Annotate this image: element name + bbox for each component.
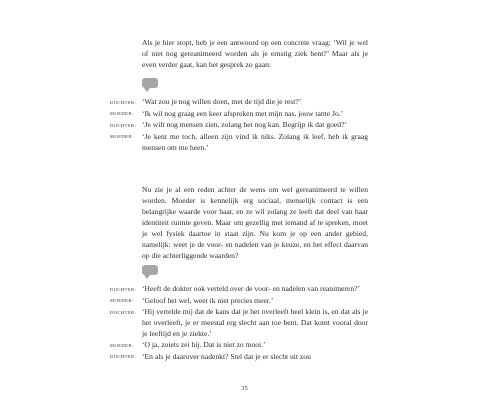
dialogue-line [110, 283, 368, 295]
speaker-label: MOEDER: [110, 298, 134, 303]
dialogue-text: ‘O ja, zoiets zei hij. Dat is niet zo mooi.’ [142, 340, 266, 349]
intro-paragraph: Als je hier stopt, heb je een antwoord op een concrete vraag: ‘Wil je wel of niet nog gereanimeerd worden als je ernstig ziek bent?’ Maar als je even verder gaat, kan het gesprek zo gaan: [142, 38, 368, 69]
dialogue-line [110, 306, 368, 339]
speaker-label: MOEDER: [110, 342, 134, 348]
dialogue-line [110, 351, 368, 363]
dialogue-text: ‘Geloof het wel, weet ik niet precies meer.’ [142, 295, 274, 305]
dialogue-block-2 [110, 283, 368, 362]
page-number: 35 [241, 385, 248, 392]
speech-bubble-icon [142, 78, 158, 88]
speaker-label: MOEDER: [110, 111, 134, 116]
speaker-label: DOCHTER: [110, 99, 137, 105]
dialogue-line [110, 295, 368, 307]
dialogue-line [110, 108, 368, 120]
speaker-label: DOCHTER: [110, 309, 137, 315]
dialogue-text: ‘Heeft de dokter ook verteld over de voor- en nadelen van reanimeren?’ [142, 284, 361, 293]
dialogue-line [110, 96, 368, 108]
dialogue-text: ‘Je kent me toch, alleen zijn vind ik niks. Zolang ik leef, heb ik graag mensen om me heen.’ [142, 131, 368, 152]
speaker-label: DOCHTER: [110, 354, 137, 359]
middle-paragraph: Nu zie je al een reden achter de wens om wel gereanimeerd te willen worden. Moeder is kennelijk erg sociaal, menselijk contact is een belangrijke waarde voor haar, en ze wil zolang ze leeft dat deel van haar identiteit ruimte geven. Maar om gezellig met iemand af te spreken, moet je wel fysiek daartoe in staat zijn. Nu kom je op een ander gebied, namelijk: weet je de voor- en nadelen van je keuze, en het effect daarvan op die achterliggende waarden? [142, 185, 368, 260]
dialogue-text: ‘Hij vertelde mij dat de kans dat je het overleeft heel klein is, en dat als je het overleeft, je er meestal erg slecht aan toe bent. Dat komt vooral door je leeftijd en je ziekte.’ [142, 307, 368, 338]
dialogue-line [110, 119, 368, 131]
speaker-label: DOCHTER: [110, 122, 137, 128]
dialogue-line [110, 339, 368, 351]
dialogue-block-1 [110, 96, 368, 153]
dialogue-text: ‘Wat zou je nog willen doen, met de tijd die je rest?’ [142, 97, 302, 106]
dialogue-text: ‘En als je daarover nadenkt? Stel dat je er slecht uit zou [142, 351, 311, 361]
dialogue-text: ‘Je wilt nog mensen zien, zolang het nog kan. Begrijp ik dat goed?’ [142, 120, 347, 129]
speaker-label: DOCHTER: [110, 286, 137, 292]
dialogue-text: ‘Ik wil nog graag een keer afspreken met mijn nas, jouw tante Jo.’ [142, 108, 344, 118]
speech-bubble-icon [142, 265, 158, 275]
dialogue-line [110, 131, 368, 153]
speaker-label: MOEDER: [110, 134, 134, 139]
